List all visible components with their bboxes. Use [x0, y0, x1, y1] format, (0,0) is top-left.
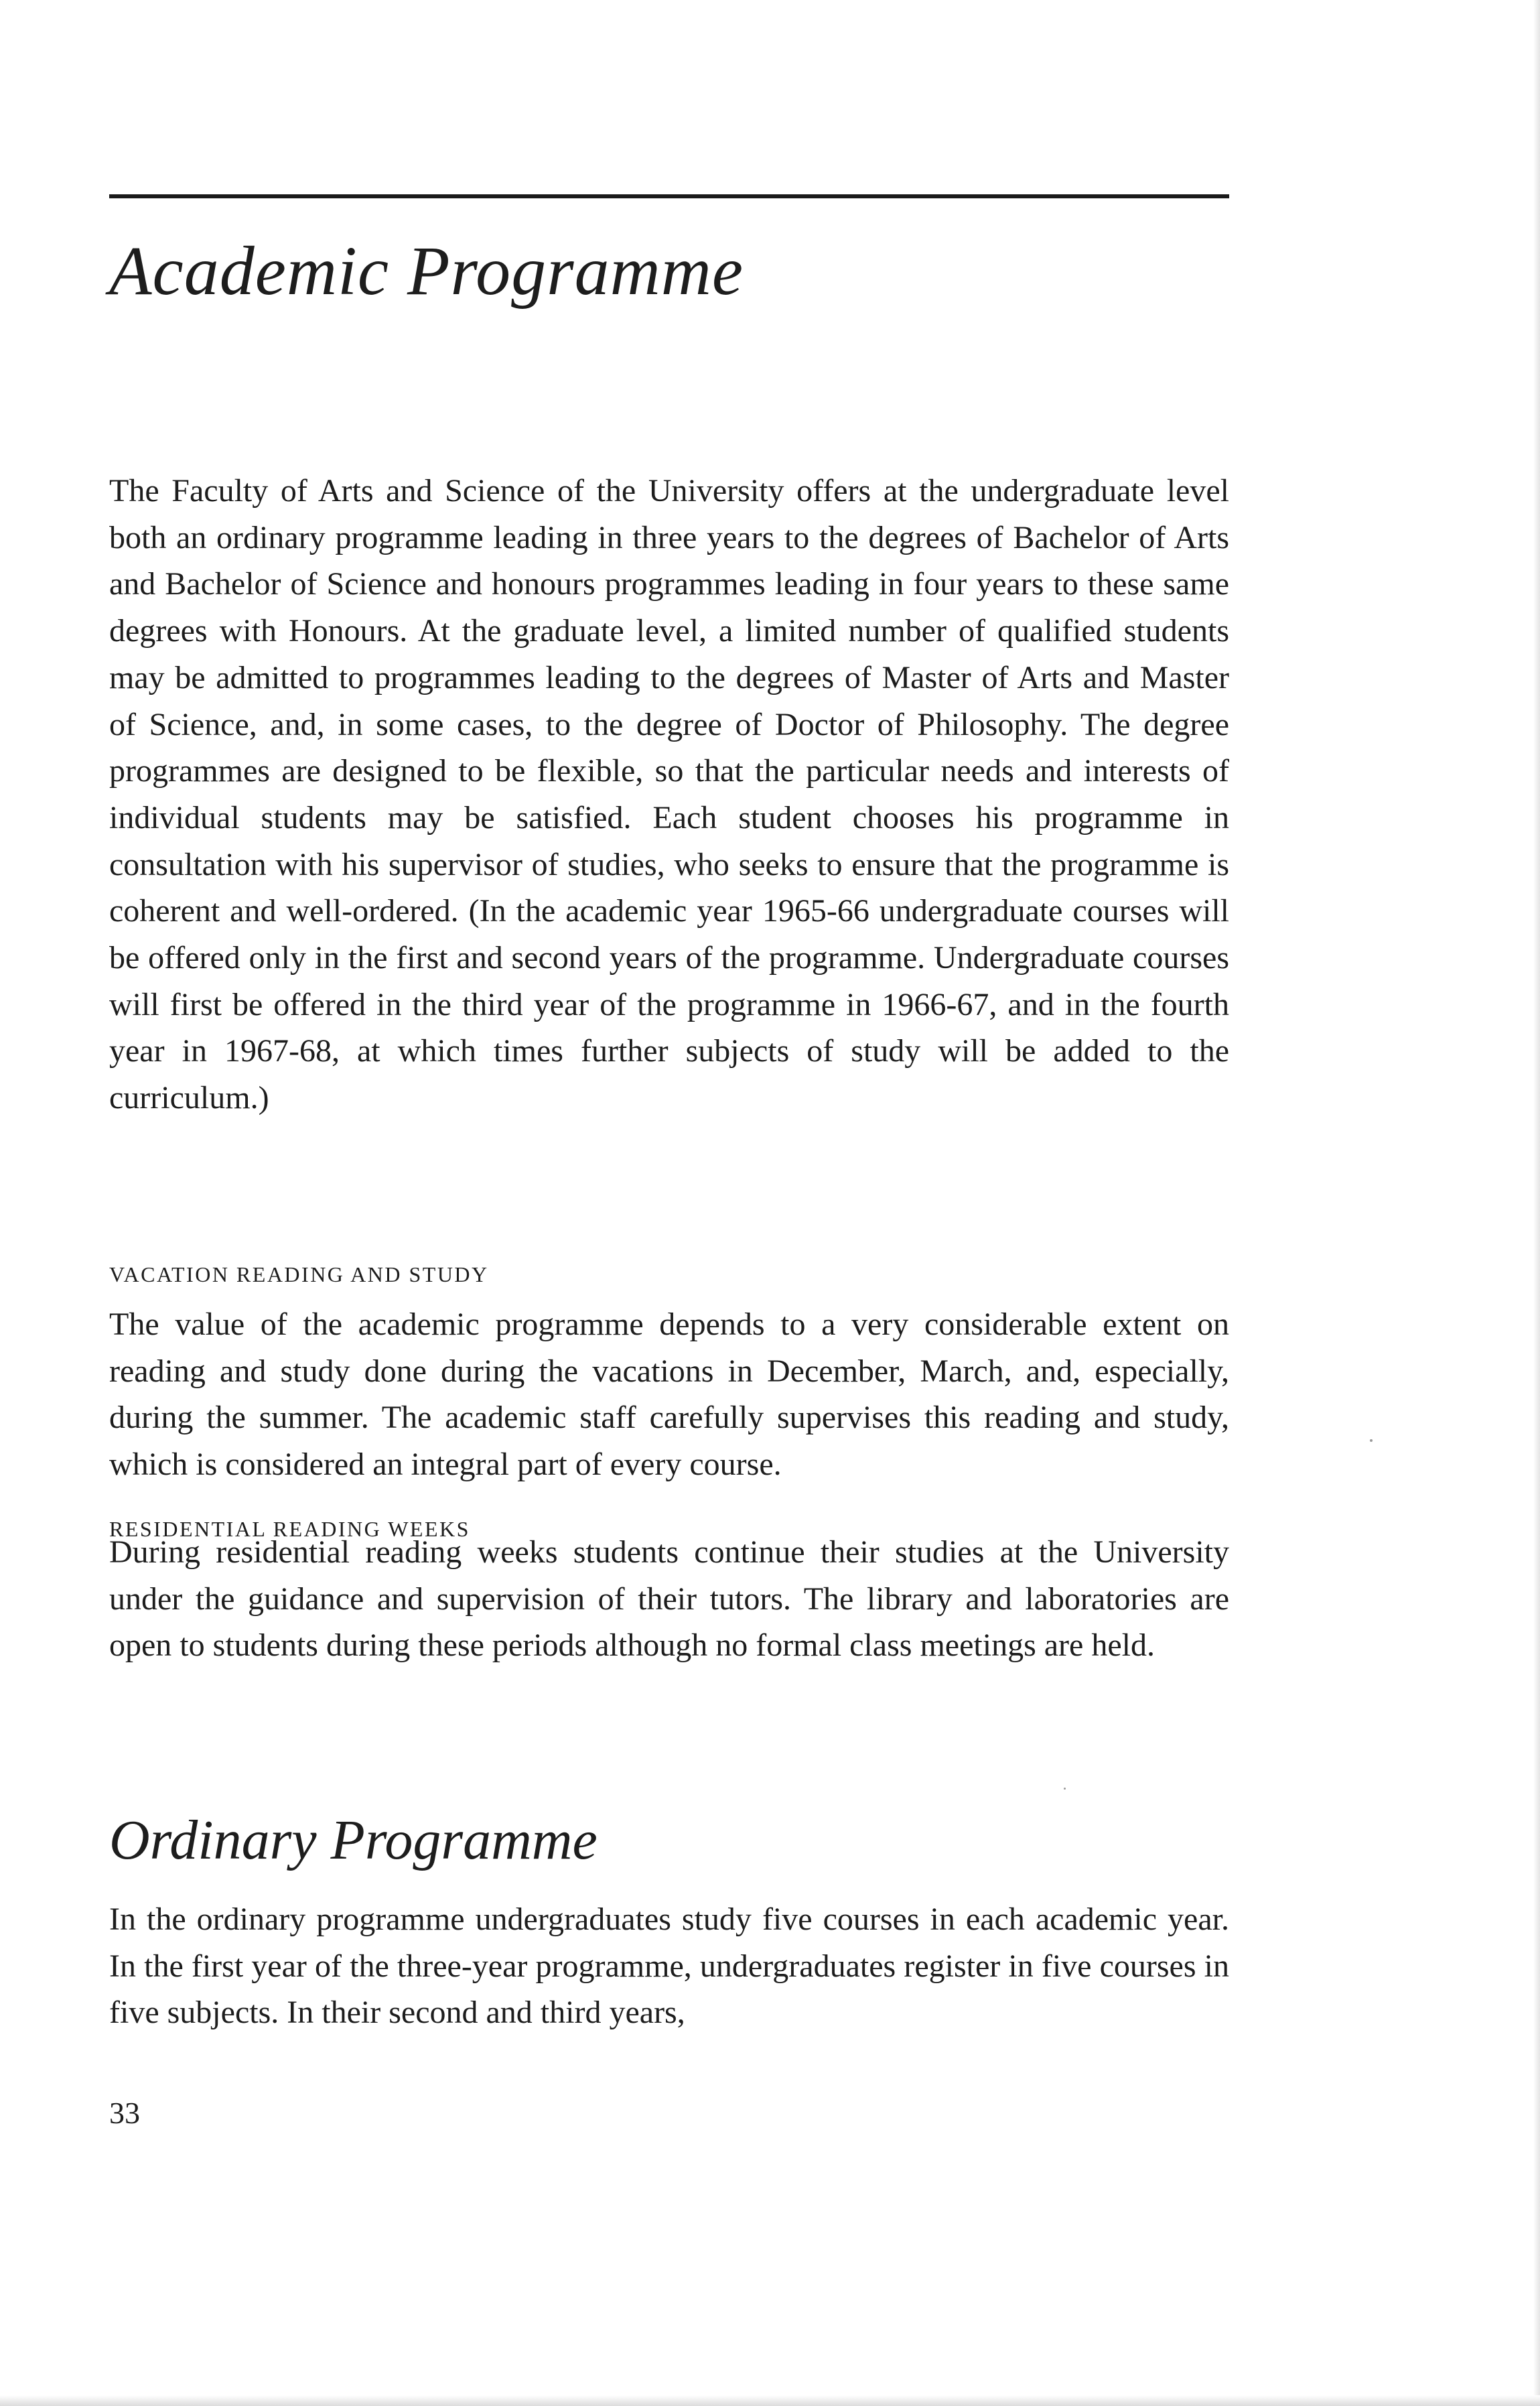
scan-speck — [1370, 1439, 1373, 1442]
residential-paragraph: During residential reading weeks students continue their studies at the University under the guidance and supervision of their tutors. The library and laboratories are open to students during these periods although no formal class meetings are held. — [109, 1534, 1229, 1664]
ordinary-paragraph: In the ordinary programme undergraduates study five courses in each academic year. In the first year of the three-year programme, undergraduates register in five courses in five subjects. In their second and third years, — [109, 1901, 1229, 2031]
page-title: Academic Programme — [109, 232, 744, 310]
scan-speck — [1064, 1788, 1066, 1790]
ordinary-programme-title: Ordinary Programme — [109, 1809, 598, 1871]
intro-paragraph: The Faculty of Arts and Science of the University offers at the undergraduate level both an ordinary programme leading in three years to the degrees of Bachelor of Arts and Bachelor of Science and honours programmes leading in four years to these same degrees with Honours. At the graduate level, a limited number of qualified students may be admitted to programmes leading to the degrees of Master of Arts and Master of Science, and, in some cases, to the degree of Doctor of Philosophy. The degree programmes are designed to be flexible, so that the particular needs and interests of individual students may be satisfied. Each student chooses his programme in consultation with his supervisor of studies, who seeks to ensure that the programme is coherent and well-ordered. (In the academic year 1965-66 undergraduate courses will be offered only in the first and second years of the programme. Undergraduate courses will first be offered in the third year of the programme in 1966-67, and in the fourth year in 1967-68, at which times further subjects of study will be added to the curriculum.) — [109, 473, 1229, 1116]
residential-heading: RESIDENTIAL READING WEEKS — [109, 1517, 470, 1541]
page-number: 33 — [109, 2096, 140, 2130]
vacation-paragraph: The value of the academic programme depends to a very considerable extent on reading and study done during the vacations in December, March, and, especially, during the summer. The academic staff carefully supervises this reading and study, which is considered an integral part of every course. — [109, 1307, 1229, 1483]
scan-edge — [0, 2395, 1540, 2406]
vacation-heading: VACATION READING AND STUDY — [109, 1262, 489, 1286]
scan-edge — [1533, 0, 1540, 2406]
title-rule — [109, 194, 1229, 198]
